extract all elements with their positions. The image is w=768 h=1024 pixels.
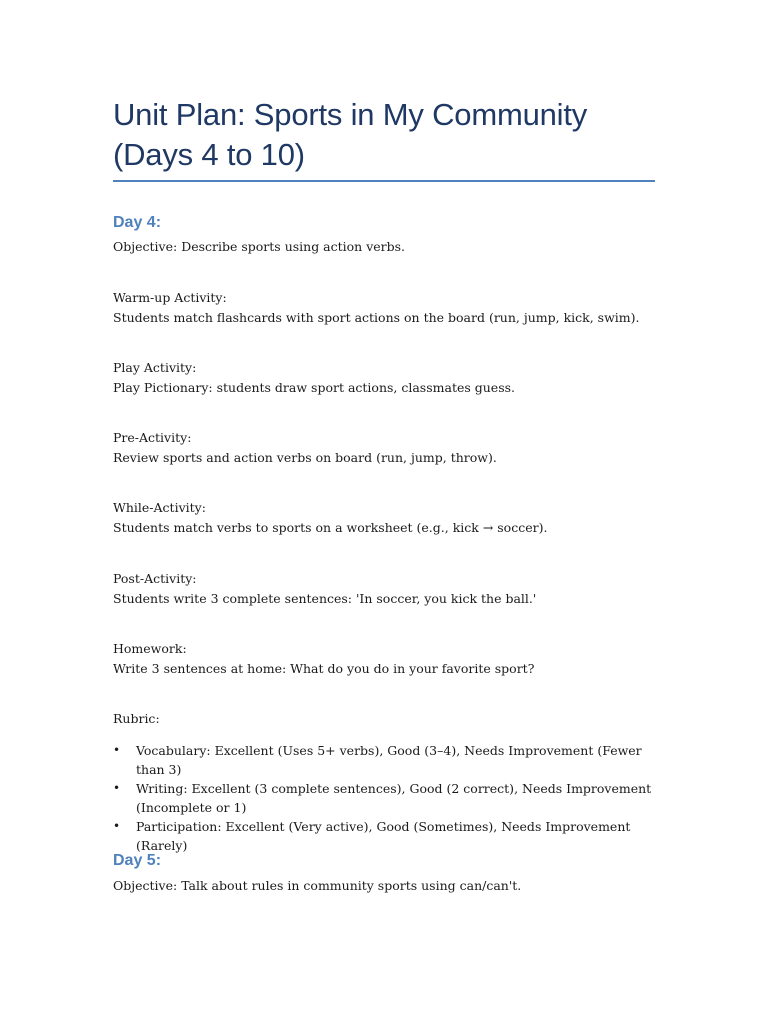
warmup-text: Students match flashcards with sport actions on the board (run, jump, kick, swim).: [113, 310, 640, 325]
rubric-item-participation: [113, 817, 673, 855]
pre-activity-text: Review sports and action verbs on board (run, jump, throw).: [113, 450, 497, 465]
warmup-label: Warm-up Activity:: [113, 290, 227, 305]
day-5-heading: Day 5:: [113, 852, 162, 869]
title-underline: [113, 180, 655, 182]
play-activity-text: Play Pictionary: students draw sport actions, classmates guess.: [113, 380, 516, 395]
bullet-icon: •: [113, 743, 121, 757]
while-activity-text: Students match verbs to sports on a worksheet (e.g., kick → soccer).: [113, 520, 548, 535]
post-activity-label: Post-Activity:: [113, 571, 197, 586]
day-5-objective: Objective: Talk about rules in community sports using can/can't.: [113, 878, 522, 893]
bullet-icon: •: [113, 781, 121, 795]
rubric-item-writing: [113, 779, 673, 817]
rubric-item-text: Writing: Excellent (3 complete sentences), Good (2 correct), Needs Improvement (Incomplete or 1): [136, 781, 652, 815]
rubric-item-vocabulary: [113, 741, 673, 779]
bullet-icon: •: [113, 819, 121, 833]
document-title-line-2: (Days 4 to 10): [113, 137, 305, 172]
homework-label: Homework:: [113, 641, 187, 656]
document-title: [113, 95, 655, 175]
while-activity-label: While-Activity:: [113, 500, 206, 515]
rubric-label: Rubric:: [113, 711, 160, 726]
rubric-item-text: Vocabulary: Excellent (Uses 5+ verbs), Good (3–4), Needs Improvement (Fewer than 3): [136, 743, 642, 777]
document-title-line-1: Unit Plan: Sports in My Community: [113, 97, 588, 132]
play-activity-label: Play Activity:: [113, 360, 197, 375]
title-block: [113, 95, 655, 175]
post-activity-text: Students write 3 complete sentences: 'In soccer, you kick the ball.': [113, 591, 537, 606]
day-4-objective: Objective: Describe sports using action verbs.: [113, 239, 406, 254]
day-4-heading: Day 4:: [113, 214, 162, 231]
pre-activity-label: Pre-Activity:: [113, 430, 192, 445]
rubric-list: [113, 741, 673, 855]
rubric-item-text: Participation: Excellent (Very active), Good (Sometimes), Needs Improvement (Rarely): [136, 819, 631, 853]
homework-text: Write 3 sentences at home: What do you do in your favorite sport?: [113, 661, 535, 676]
